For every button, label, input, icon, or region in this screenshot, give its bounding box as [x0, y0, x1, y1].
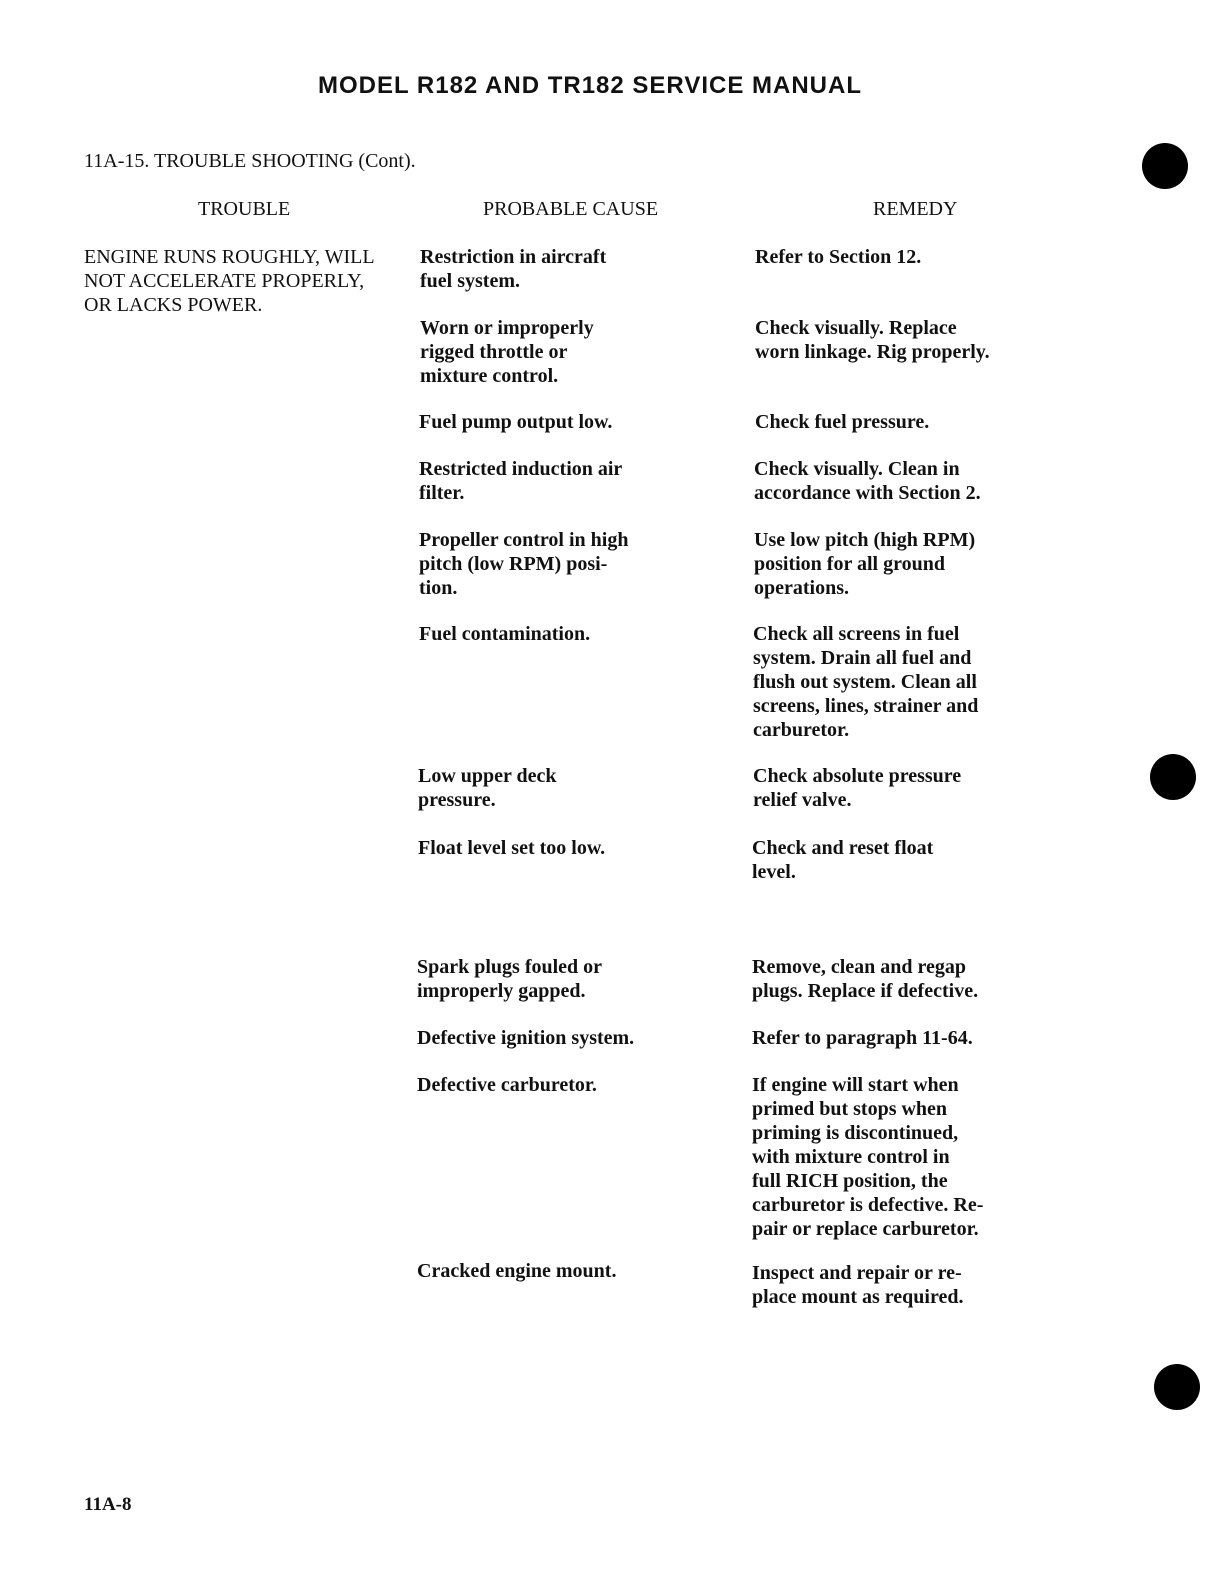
column-header-remedy: REMEDY — [873, 198, 958, 220]
remedy-cell: Remove, clean and regap plugs. Replace if defective. — [752, 956, 979, 1002]
cause-cell: Defective carburetor. — [417, 1074, 597, 1096]
section-title: 11A-15. TROUBLE SHOOTING (Cont). — [84, 150, 416, 172]
column-header-probable-cause: PROBABLE CAUSE — [483, 198, 659, 220]
remedy-cell: Check fuel pressure. — [755, 411, 930, 433]
cause-cell: Restriction in aircraft fuel system. — [420, 246, 607, 292]
page-header: MODEL R182 AND TR182 SERVICE MANUAL — [318, 72, 862, 99]
cause-cell: Restricted induction air filter. — [419, 458, 623, 504]
remedy-cell: Check visually. Replace worn linkage. Rig properly. — [755, 317, 990, 363]
remedy-cell: Check and reset float level. — [752, 837, 934, 883]
remedy-cell: Check visually. Clean in accordance with Section 2. — [754, 458, 981, 504]
remedy-cell: Check absolute pressure relief valve. — [753, 765, 962, 811]
remedy-cell: Use low pitch (high RPM) position for all ground operations. — [754, 529, 976, 599]
cause-cell: Cracked engine mount. — [417, 1260, 617, 1282]
binder-hole-icon — [1154, 1364, 1200, 1410]
page-number: 11A-8 — [84, 1494, 132, 1515]
column-header-trouble: TROUBLE — [198, 198, 291, 220]
remedy-cell: Check all screens in fuel system. Drain all fuel and flush out system. Clean all screens, lines, strainer and carburetor. — [753, 623, 979, 741]
binder-hole-icon — [1142, 143, 1188, 189]
cause-cell: Fuel contamination. — [419, 623, 591, 645]
remedy-cell: Refer to Section 12. — [755, 246, 922, 268]
cause-cell: Propeller control in high pitch (low RPM) posi- tion. — [419, 529, 629, 599]
cause-cell: Float level set too low. — [418, 837, 606, 859]
cause-cell: Defective ignition system. — [417, 1027, 635, 1049]
cause-cell: Fuel pump output low. — [419, 411, 613, 433]
remedy-cell: Refer to paragraph 11-64. — [752, 1027, 973, 1049]
cause-cell: Worn or improperly rigged throttle or mixture control. — [420, 317, 594, 387]
cause-cell: Low upper deck pressure. — [418, 765, 557, 811]
remedy-cell: If engine will start when primed but stops when priming is discontinued, with mixture control in full RICH position, the carburetor is defective. Re- pair or replace carburetor. — [752, 1074, 984, 1240]
trouble-description: ENGINE RUNS ROUGHLY, WILL NOT ACCELERATE PROPERLY, OR LACKS POWER. — [84, 246, 374, 316]
binder-hole-icon — [1150, 754, 1196, 800]
remedy-cell: Inspect and repair or re- place mount as required. — [752, 1262, 964, 1308]
cause-cell: Spark plugs fouled or improperly gapped. — [417, 956, 603, 1002]
